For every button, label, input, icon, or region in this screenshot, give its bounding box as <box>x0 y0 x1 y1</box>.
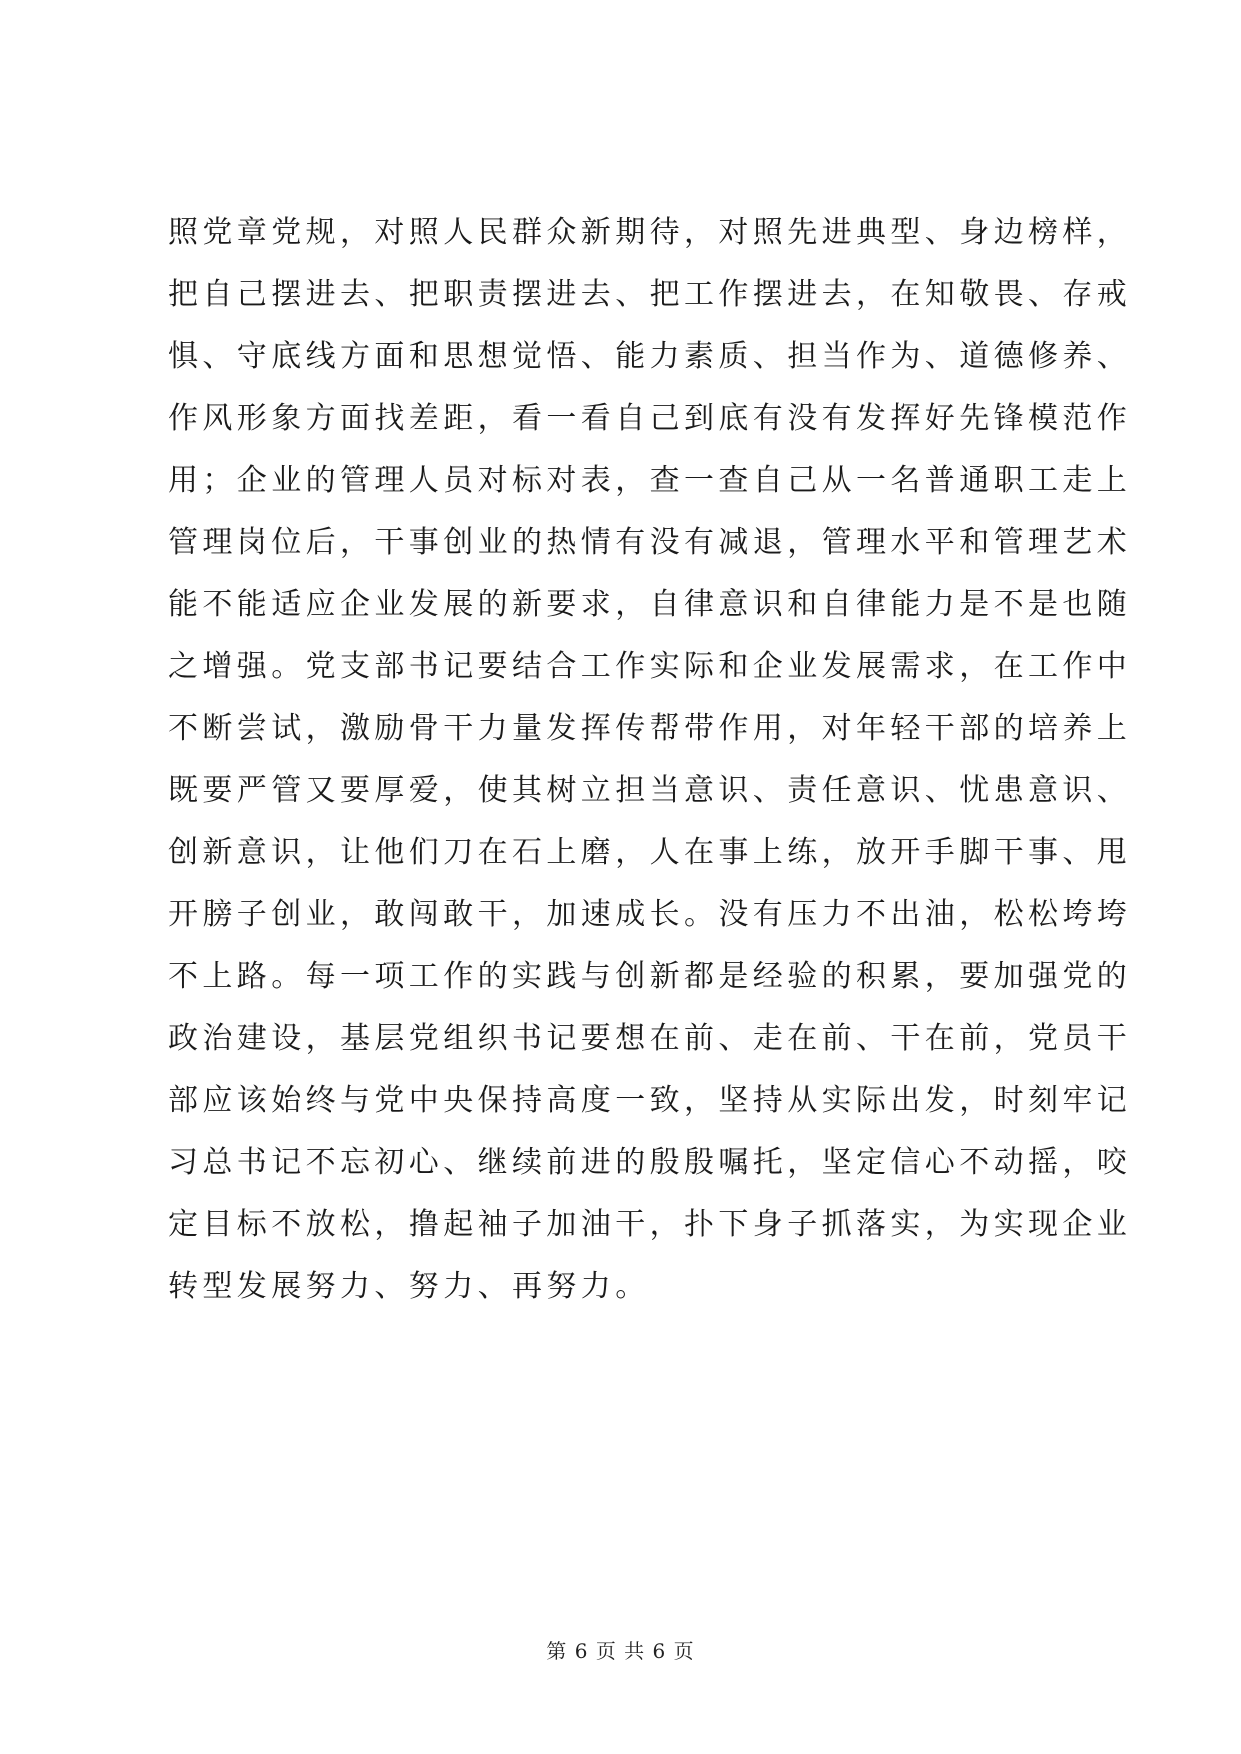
text-line: 作风形象方面找差距，看一看自己到底有没有发挥好先锋模范作 <box>168 401 1132 436</box>
body-text <box>168 202 1132 1318</box>
text-line: 转型发展努力、努力、再努力。 <box>168 1269 650 1304</box>
text-line: 惧、守底线方面和思想觉悟、能力素质、担当作为、道德修养、 <box>168 339 1132 374</box>
text-line: 既要严管又要厚爱，使其树立担当意识、责任意识、忧患意识、 <box>168 773 1132 808</box>
text-line: 照党章党规，对照人民群众新期待，对照先进典型、身边榜样， <box>168 215 1132 250</box>
text-line: 管理岗位后，干事创业的热情有没有减退，管理水平和管理艺术 <box>168 525 1132 560</box>
text-line: 不断尝试，激励骨干力量发挥传帮带作用，对年轻干部的培养上 <box>168 711 1132 746</box>
text-line: 政治建设，基层党组织书记要想在前、走在前、干在前，党员干 <box>168 1021 1132 1056</box>
page-footer <box>0 1635 1241 1664</box>
text-line: 部应该始终与党中央保持高度一致，坚持从实际出发，时刻牢记 <box>168 1083 1132 1118</box>
text-line: 之增强。党支部书记要结合工作实际和企业发展需求，在工作中 <box>168 649 1132 684</box>
page-number-label: 第 6 页 共 6 页 <box>546 1639 695 1663</box>
text-line: 创新意识，让他们刀在石上磨，人在事上练，放开手脚干事、甩 <box>168 835 1132 870</box>
text-line: 把自己摆进去、把职责摆进去、把工作摆进去，在知敬畏、存戒 <box>168 277 1132 312</box>
text-line: 不上路。每一项工作的实践与创新都是经验的积累，要加强党的 <box>168 959 1132 994</box>
text-line: 开膀子创业，敢闯敢干，加速成长。没有压力不出油，松松垮垮 <box>168 897 1132 932</box>
text-line: 习总书记不忘初心、继续前进的殷殷嘱托，坚定信心不动摇，咬 <box>168 1145 1132 1180</box>
text-line: 用；企业的管理人员对标对表，查一查自己从一名普通职工走上 <box>168 463 1132 498</box>
text-line: 定目标不放松，撸起袖子加油干，扑下身子抓落实，为实现企业 <box>168 1207 1132 1242</box>
text-line: 能不能适应企业发展的新要求，自律意识和自律能力是不是也随 <box>168 587 1132 622</box>
